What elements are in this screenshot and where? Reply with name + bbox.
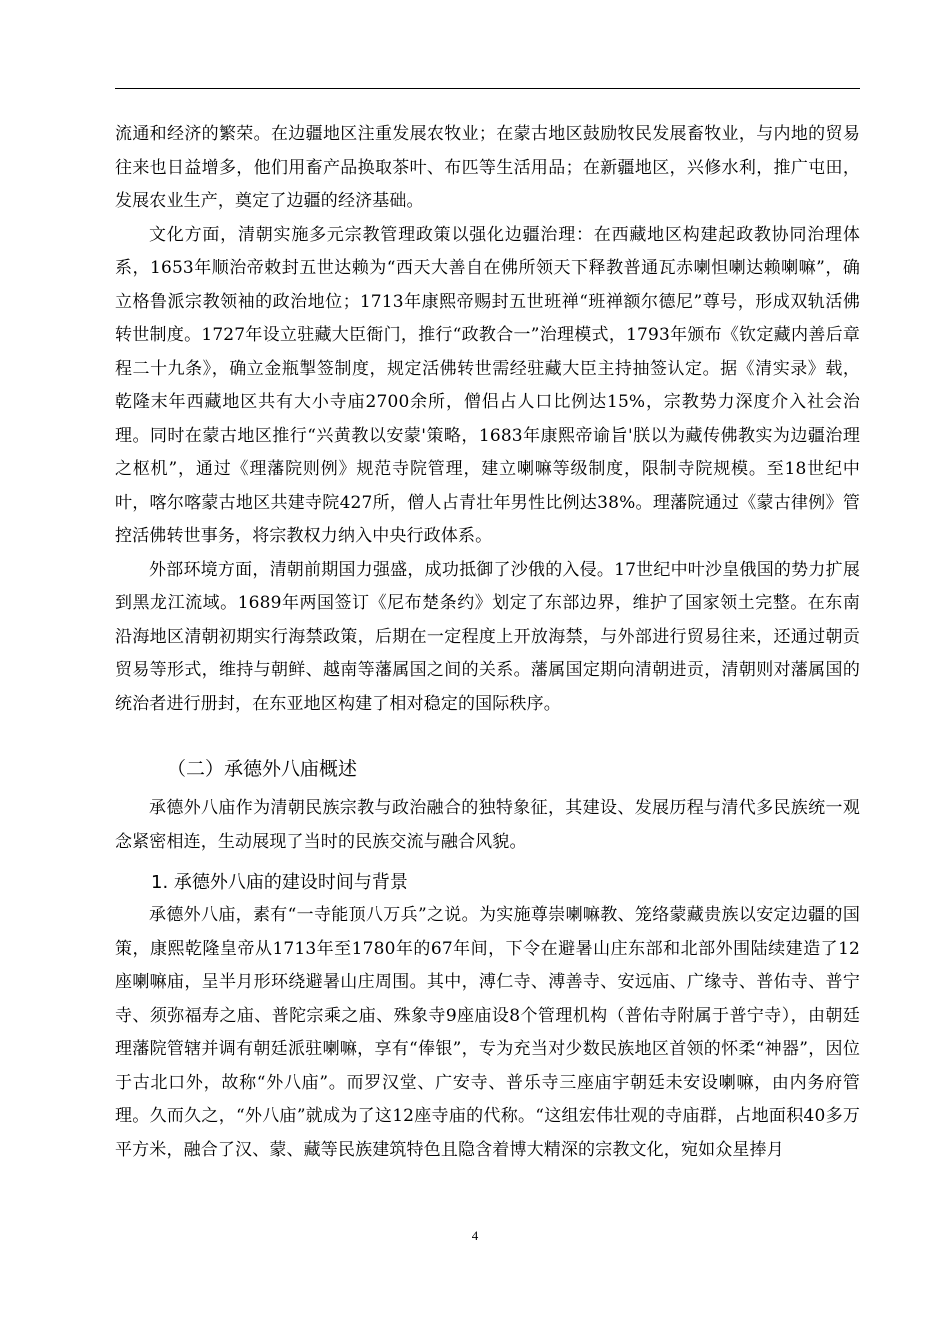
paragraph-external: 外部环境方面，清朝前期国力强盛，成功抵御了沙俄的入侵。17世纪中叶沙皇俄国的势力扩展到黑龙江流域。1689年两国签订《尼布楚条约》划定了东部边界，维护了国家领土完整。在东南沿海地区清朝初期实行海禁政策，后期在一定程度上开放海禁，与外部进行贸易往来，还通过朝贡贸易等形式，维持与朝鲜、越南等藩属国之间的关系。藩属国定期向清朝进贡，清朝则对藩属国的统治者进行册封，在东亚地区构建了相对稳定的国际秩序。	[115, 559, 860, 714]
page-number: 4	[471, 1228, 479, 1243]
page-body	[115, 118, 860, 1167]
header-rule	[115, 88, 860, 89]
paragraph-subsection: 承德外八庙，素有“一寺能顶八万兵”之说。为实施尊崇喇嘛教、笼络蒙藏贵族以安定边疆的国策，康熙乾隆皇帝从1713年至1780年的67年间，下令在避暑山庄东部和北部外围陆续建造了12座喇嘛庙，呈半月形环绕避暑山庄周围。其中，溥仁寺、溥善寺、安远庙、广缘寺、普佑寺、普宁寺、须弥福寿之庙、普陀宗乘之庙、殊象寺9座庙设8个管理机构（普佑寺附属于普宁寺），由朝廷理藩院管辖并调有朝廷派驻喇嘛，享有“俸银”，专为充当对少数民族地区首领的怀柔“神器”，因位于古北口外，故称“外八庙”。而罗汉堂、广安寺、普乐寺三座庙宇朝廷未安设喇嘛，由内务府管理。久而久之，“外八庙”就成为了这12座寺庙的代称。“这组宏伟壮观的寺庙群，占地面积40多万平方米，融合了汉、蒙、藏等民族建筑特色且隐含着博大精深的宗教文化，宛如众星捧月	[115, 905, 860, 1160]
paragraph-economy: 流通和经济的繁荣。在边疆地区注重发展农牧业；在蒙古地区鼓励牧民发展畜牧业，与内地的贸易往来也日益增多，他们用畜产品换取茶叶、布匹等生活用品；在新疆地区，兴修水利，推广屯田，发展农业生产，奠定了边疆的经济基础。	[115, 124, 860, 211]
paragraph-culture: 文化方面，清朝实施多元宗教管理政策以强化边疆治理：在西藏地区构建起政教协同治理体系，1653年顺治帝敕封五世达赖为“西天大善自在佛所领天下释教普通瓦赤喇怛喇达赖喇嘛”，确立格鲁派宗教领袖的政治地位；1713年康熙帝赐封五世班禅“班禅额尔德尼”尊号，形成双轨活佛转世制度。1727年设立驻藏大臣衙门，推行“政教合一”治理模式，1793年颁布《钦定藏内善后章程二十九条》，确立金瓶掣签制度，规定活佛转世需经驻藏大臣主持抽签认定。据《清实录》载，乾隆末年西藏地区共有大小寺庙2700余所，僧侣占人口比例达15%，宗教势力深度介入社会治理。同时在蒙古地区推行“兴黄教以安蒙'策略，1683年康熙帝谕旨'朕以为藏传佛教实为边疆治理之枢机”，通过《理藩院则例》规范寺院管理，建立喇嘛等级制度，限制寺院规模。至18世纪中叶，喀尔喀蒙古地区共建寺院427所，僧人占青壮年男性比例达38%。理藩院通过《蒙古律例》管控活佛转世事务，将宗教权力纳入中央行政体系。	[115, 224, 860, 546]
section-heading: （二）承德外八庙概述	[167, 758, 358, 780]
subsection-heading: 1. 承德外八庙的建设时间与背景	[151, 872, 408, 893]
paragraph-section-intro: 承德外八庙作为清朝民族宗教与政治融合的独特象征，其建设、发展历程与清代多民族统一观念紧密相连，生动展现了当时的民族交流与融合风貌。	[115, 798, 860, 852]
